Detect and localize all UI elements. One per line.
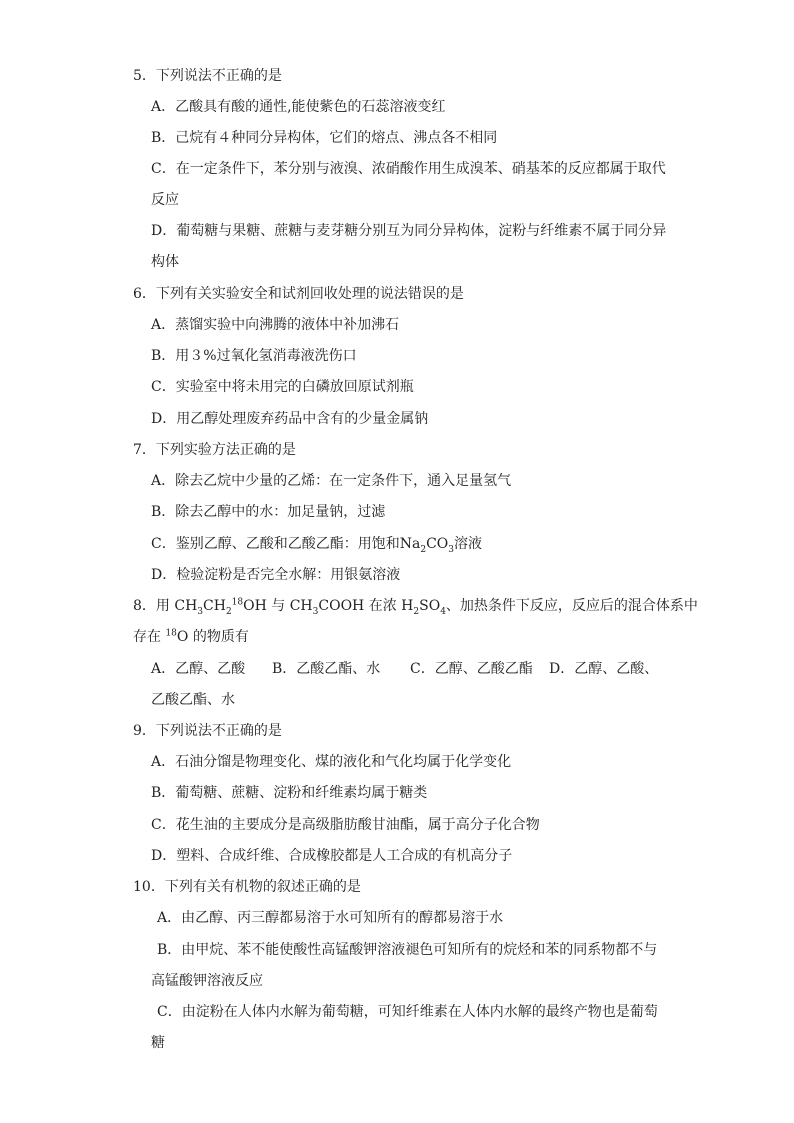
question-6-option-b: B．用３%过氧化氢消毒液洗伤口 [151, 348, 357, 364]
question-9-option-d: D．塑料、合成纤维、合成橡胶都是人工合成的有机高分子 [151, 848, 513, 864]
question-7-stem: 7．下列实验方法正确的是 [133, 442, 296, 458]
question-10-option-c: C．由淀粉在人体内水解为葡萄糖，可知纤维素在人体内水解的最终产物也是葡萄 [157, 1004, 658, 1020]
question-10-option-b: B．由甲烷、苯不能使酸性高锰酸钾溶液褪色可知所有的烷烃和苯的同系物都不与 [157, 942, 658, 958]
question-6-stem: 6．下列有关实验安全和试剂回收处理的说法错误的是 [133, 286, 464, 302]
question-5-option-c: C．在一定条件下，苯分别与液溴、浓硝酸作用生成溴苯、硝基苯的反应都属于取代 [151, 161, 666, 177]
question-8-option-c: C．乙醇、乙酸乙酯 [410, 661, 533, 677]
question-7-option-c: C．鉴别乙醇、乙酸和乙酸乙酯：用饱和$Na_2CO_3$溶液 [151, 536, 482, 555]
question-8-stem: 8．用 $CH_3CH_2^{18}OH$ 与 $CH_3COOH$ 在浓 $H_2SO_4$、加热条件下反应，反应后的混合体系中 [133, 597, 698, 617]
question-10-option-c-cont: 糖 [151, 1035, 165, 1051]
question-10-option-b-cont: 高锰酸钾溶液反应 [151, 973, 263, 989]
question-8-option-b: B．乙酸乙酯、水 [272, 661, 381, 677]
question-5-option-a: A．乙酸具有酸的通性,能使紫色的石蕊溶液变红 [151, 99, 446, 115]
question-9-stem: 9．下列说法不正确的是 [133, 723, 282, 739]
question-6-option-c: C．实验室中将未用完的白磷放回原试剂瓶 [151, 379, 414, 395]
question-7-option-a: A．除去乙烷中少量的乙烯：在一定条件下，通入足量氢气 [151, 473, 512, 489]
question-7-option-d: D．检验淀粉是否完全水解：用银氨溶液 [151, 567, 401, 583]
question-8-option-a: A．乙醇、乙酸 [151, 661, 246, 677]
question-9-option-a: A．石油分馏是物理变化、煤的液化和气化均属于化学变化 [151, 754, 512, 770]
question-5-option-b: B．己烷有４种同分异构体，它们的熔点、沸点各不相同 [151, 130, 498, 146]
question-8-stem-cont: 存在 $^{18}$O 的物质有 [133, 628, 249, 645]
question-9-option-c: C．花生油的主要成分是高级脂肪酸甘油酯，属于高分子化合物 [151, 817, 540, 833]
question-5-option-c-cont: 反应 [151, 192, 179, 208]
question-9-option-b: B．葡萄糖、蔗糖、淀粉和纤维素均属于糖类 [151, 785, 428, 801]
question-6-option-a: A．蒸馏实验中向沸腾的液体中补加沸石 [151, 317, 400, 333]
question-5-stem: 5．下列说法不正确的是 [133, 68, 282, 84]
question-5-option-d-cont: 构体 [151, 254, 179, 270]
question-5-option-d: D．葡萄糖与果糖、蔗糖与麦芽糖分别互为同分异构体，淀粉与纤维素不属于同分异 [151, 223, 667, 239]
question-8-option-d: D．乙醇、乙酸、 [549, 661, 659, 677]
question-7-option-b: B．除去乙醇中的水：加足量钠，过滤 [151, 504, 386, 520]
question-10-option-a: A．由乙醇、丙三醇都易溶于水可知所有的醇都易溶于水 [157, 910, 504, 926]
question-8-option-d-cont: 乙酸乙酯、水 [151, 692, 235, 708]
question-6-option-d: D．用乙醇处理废弃药品中含有的少量金属钠 [151, 411, 429, 427]
question-10-stem: 10．下列有关有机物的叙述正确的是 [133, 879, 361, 895]
